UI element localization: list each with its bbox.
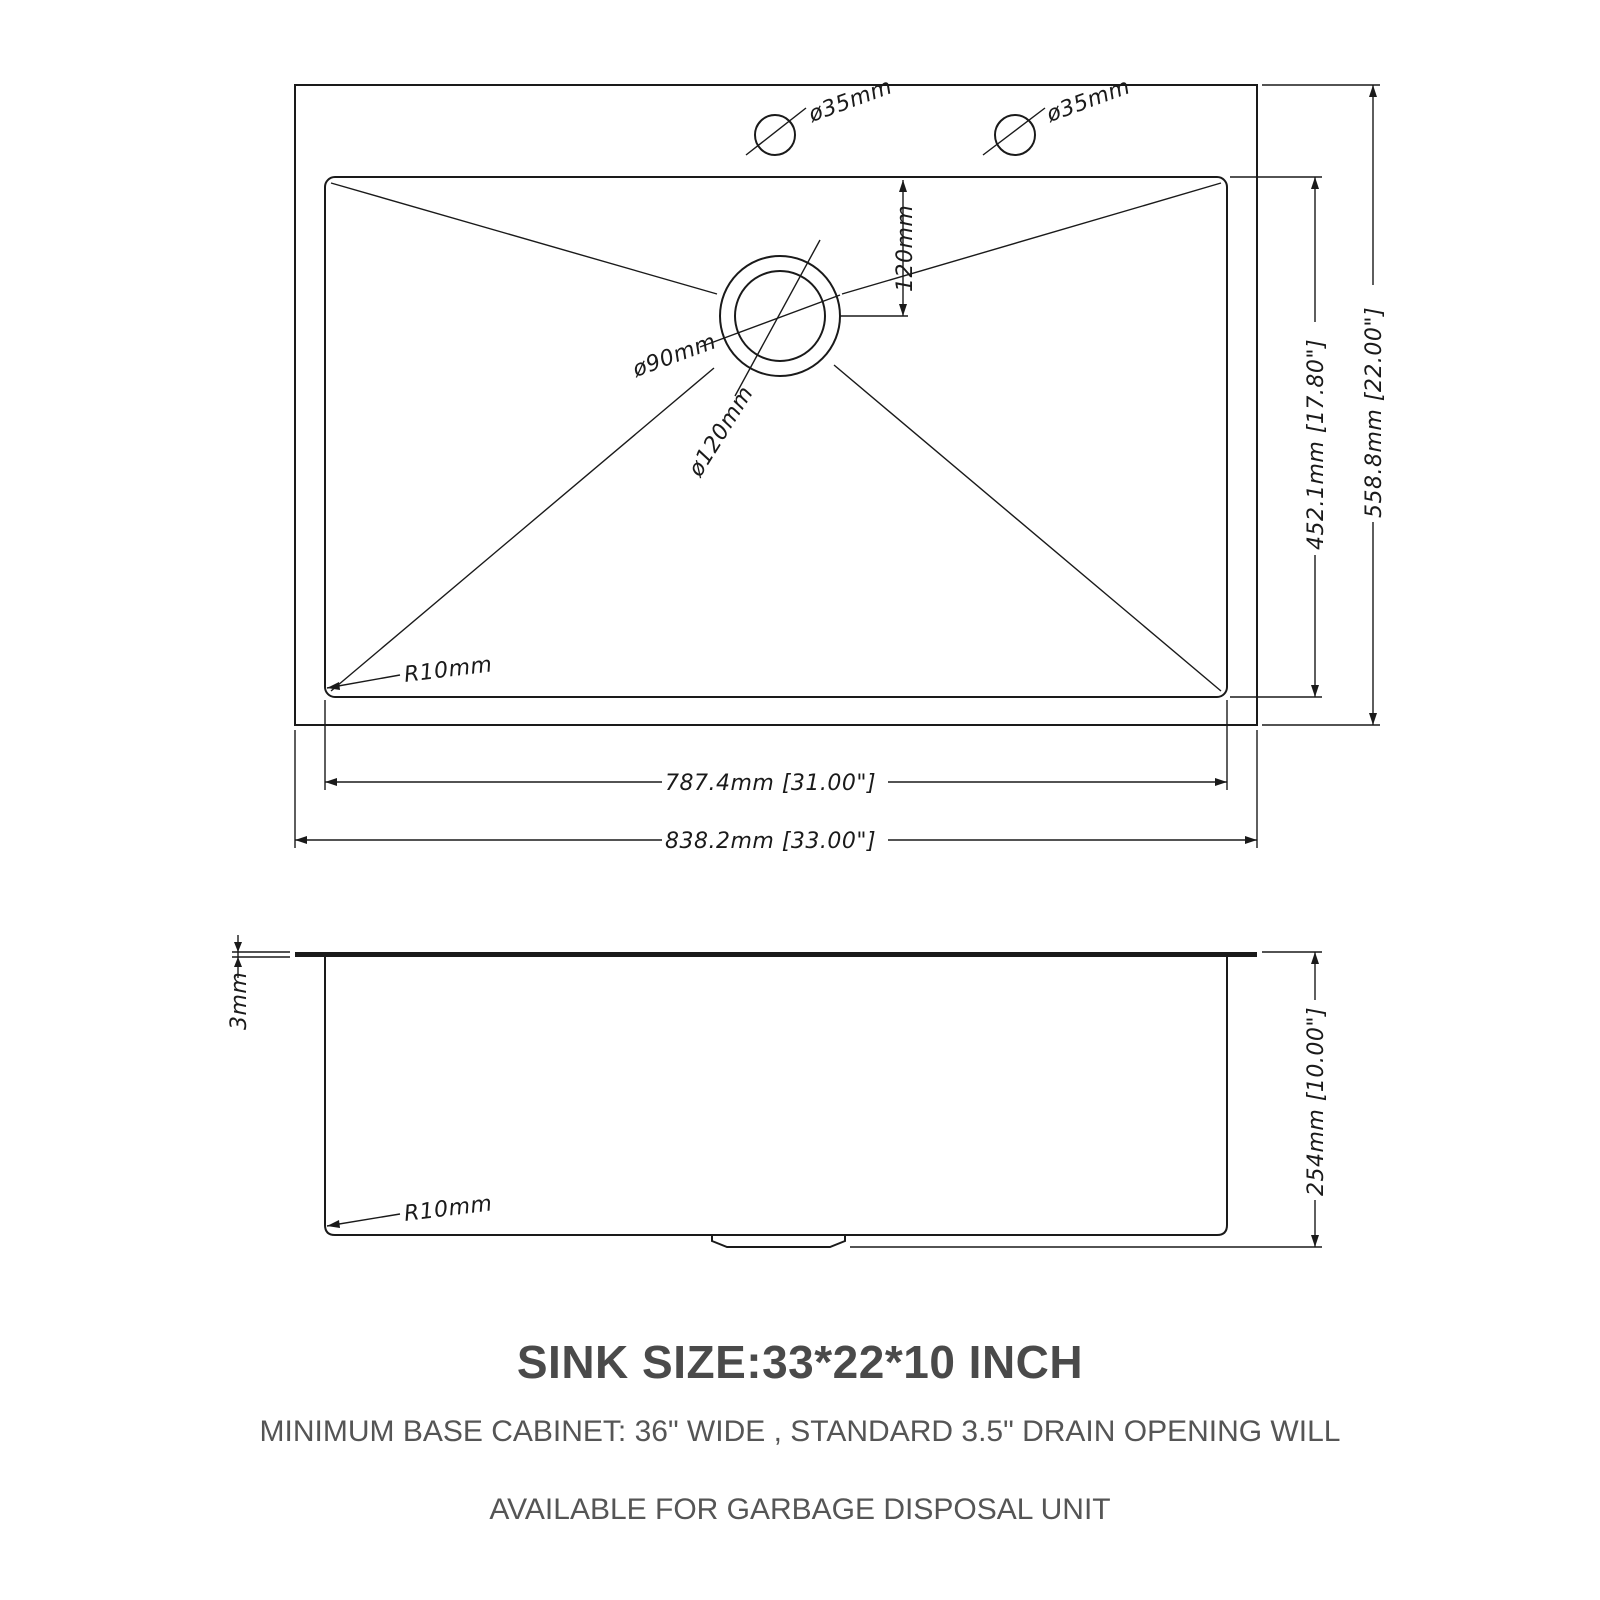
faucet-hole-left-label: ø35mm: [805, 74, 896, 128]
overall-width-label: 838.2mm [33.00"]: [665, 829, 877, 854]
side-view: [227, 935, 1329, 1247]
corner-radius-side-label: R10mm: [402, 1191, 494, 1227]
drain-offset-label: 120mm: [893, 204, 918, 292]
bowl-width-dimension: [325, 700, 1227, 796]
bowl-length-label: 452.1mm [17.80"]: [1304, 338, 1329, 550]
corner-radius-side: [327, 1191, 494, 1228]
sink-outer-deck: [295, 85, 1257, 725]
cabinet-note-line1: MINIMUM BASE CABINET: 36" WIDE , STANDARD 3.5" DRAIN OPENING WILL: [259, 1415, 1341, 1448]
top-view: [295, 74, 1387, 854]
depth-label: 254mm [10.00"]: [1304, 1006, 1329, 1196]
corner-radius-top: [327, 652, 494, 690]
faucet-hole-left: [746, 74, 896, 155]
drain-offset-dimension: [840, 180, 918, 316]
drain-inner-label: ø90mm: [629, 329, 720, 383]
bowl-width-label: 787.4mm [31.00"]: [665, 771, 877, 796]
cabinet-note-line2: AVAILABLE FOR GARBAGE DISPOSAL UNIT: [489, 1493, 1111, 1526]
drain: [629, 240, 840, 482]
drain-stub: [712, 1235, 845, 1247]
sink-bowl-outline: [325, 177, 1227, 697]
sink-size-title: SINK SIZE:33*22*10 INCH: [516, 1336, 1084, 1388]
faucet-hole-right: [983, 74, 1134, 155]
faucet-hole-right-label: ø35mm: [1043, 74, 1134, 128]
thickness-label: 3mm: [227, 971, 252, 1030]
overall-length-label: 558.8mm [22.00"]: [1362, 306, 1387, 518]
drain-outer-label: ø120mm: [683, 382, 759, 482]
drain-inner-ring: [735, 271, 825, 361]
bowl-length-dimension: [1230, 177, 1329, 697]
drain-outer-ring: [720, 256, 840, 376]
thickness-dimension: [227, 935, 290, 1030]
depth-dimension: [850, 952, 1329, 1247]
bowl-slope-lines: [331, 183, 1221, 691]
corner-radius-top-label: R10mm: [402, 652, 494, 688]
sink-bowl-profile: [325, 957, 1227, 1235]
sink-deck-plate: [295, 952, 1257, 957]
